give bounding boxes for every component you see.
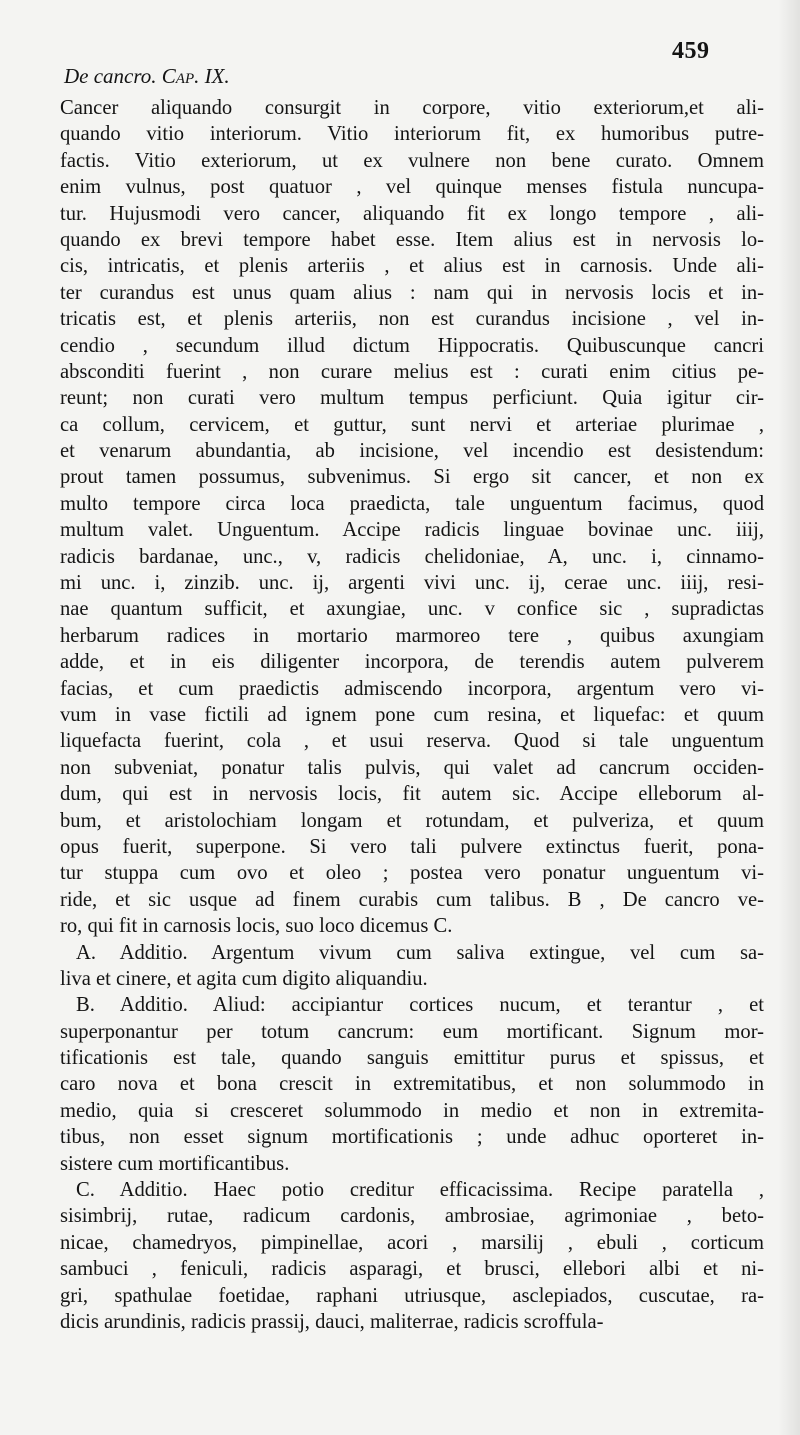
text-line: gri, spathulae foetidae, raphani utriusque, asclepiados, cuscutae, ra-: [60, 1284, 764, 1307]
paragraph: [60, 992, 764, 1177]
text-line: sambuci , feniculi, radicis asparagi, et brusci, ellebori albi et ni-: [60, 1258, 764, 1281]
text-line: bum, et aristolochiam longam et rotundam, et pulveriza, et quum: [60, 809, 764, 832]
text-line: non subveniat, ponatur talis pulvis, qui valet ad cancrum occiden-: [60, 756, 764, 779]
text-line: sistere cum mortificantibus.: [60, 1152, 290, 1175]
text-line: Cancer aliquando consurgit in corpore, vitio exteriorum,et ali-: [60, 97, 764, 119]
text-line: opus fuerit, superpone. Si vero tali pulvere extinctus fuerit, pona-: [60, 835, 764, 858]
text-line: prout tamen possumus, subvenimus. Si ergo sit cancer, et non ex: [60, 466, 764, 489]
text-line: cendio , secundum illud dictum Hippocratis. Quibuscunque cancri: [60, 334, 764, 357]
text-line: nicae, chamedryos, pimpinellae, acori , marsilij , ebuli , corticum: [60, 1231, 764, 1254]
page-number: 459: [672, 38, 710, 64]
paragraph: [60, 1177, 764, 1335]
text-line: superponantur per totum cancrum: eum mortificant. Signum mor-: [60, 1020, 764, 1043]
text-line: reunt; non curati vero multum tempus perficiunt. Quia igitur cir-: [60, 387, 764, 410]
text-line: liva et cinere, et agita cum digito aliquandiu.: [60, 967, 428, 990]
text-line: mi unc. i, zinzib. unc. ij, argenti vivi unc. ij, cerae unc. iiij, resi-: [60, 572, 764, 595]
text-line: A. Additio. Argentum vivum cum saliva extingue, vel cum sa-: [76, 941, 764, 964]
text-line: tricatis est, et plenis arteriis, non est curandus incisione , vel in-: [60, 308, 764, 331]
text-line: enim vulnus, post quatuor , vel quinque menses fistula nuncupa-: [60, 176, 764, 199]
text-line: liquefacta fuerint, cola , et usui reserva. Quod si tale unguentum: [60, 730, 764, 753]
page-edge-shadow: [778, 0, 800, 1435]
text-line: C. Additio. Haec potio creditur efficacissima. Recipe paratella ,: [76, 1179, 764, 1202]
text-line: medio, quia si cresceret solummodo in medio et non in extremita-: [60, 1099, 764, 1122]
paragraph: [60, 940, 764, 993]
text-line: dum, qui est in nervosis locis, fit autem sic. Accipe elleborum al-: [60, 783, 764, 806]
text-line: B. Additio. Aliud: accipiantur cortices nucum, et terantur , et: [76, 994, 764, 1017]
text-line: tibus, non esset signum mortificationis ; unde adhuc oporteret in-: [60, 1126, 764, 1149]
text-line: ter curandus est unus quam alius : nam qui in nervosis locis et in-: [60, 281, 764, 304]
body-text: [60, 95, 764, 1335]
text-line: caro nova et bona crescit in extremitatibus, et non solummodo in: [60, 1073, 764, 1096]
running-header: [64, 64, 230, 89]
text-line: facias, et cum praedictis admiscendo incorpora, argentum vero vi-: [60, 677, 764, 700]
text-line: quando vitio interiorum. Vitio interiorum fit, ex humoribus putre-: [60, 123, 764, 146]
text-line: ride, et sic usque ad finem curabis cum talibus. B , De cancro ve-: [60, 888, 764, 911]
text-line: ro, qui fit in carnosis locis, suo loco dicemus C.: [60, 915, 453, 938]
text-line: tur stuppa cum ovo et oleo ; postea vero ponatur unguentum vi-: [60, 862, 764, 885]
text-line: factis. Vitio exteriorum, ut ex vulnere non bene curato. Omnem: [60, 149, 764, 172]
text-line: quando ex brevi tempore habet esse. Item alius est in nervosis lo-: [60, 228, 764, 251]
text-line: tur. Hujusmodi vero cancer, aliquando fit ex longo tempore , ali-: [60, 202, 764, 225]
text-line: absconditi fuerint , non curare melius est : curati enim citius pe-: [60, 360, 764, 383]
text-line: dicis arundinis, radicis prassij, dauci, maliterrae, radicis scroffula-: [60, 1310, 604, 1333]
header-title: De cancro.: [64, 64, 157, 88]
text-line: nae quantum sufficit, et axungiae, unc. v confice sic , supradictas: [60, 598, 764, 621]
text-line: vum in vase fictili ad ignem pone cum resina, et liquefac: et quum: [60, 703, 764, 726]
paragraph: [60, 95, 764, 940]
text-line: sisimbrij, rutae, radicum cardonis, ambrosiae, agrimoniae , beto-: [60, 1205, 764, 1228]
text-line: multo tempore circa loca praedicta, tale unguentum facimus, quod: [60, 492, 764, 515]
text-line: cis, intricatis, et plenis arteriis , et alius est in carnosis. Unde ali-: [60, 255, 764, 278]
text-line: multum valet. Unguentum. Accipe radicis linguae bovinae unc. iiij,: [60, 519, 764, 542]
text-line: herbarum radices in mortario marmoreo tere , quibus axungiam: [60, 624, 764, 647]
text-line: radicis bardanae, unc., v, radicis chelidoniae, A, unc. i, cinnamo-: [60, 545, 764, 568]
text-line: ca collum, cervicem, et guttur, sunt nervi et arteriae plurimae ,: [60, 413, 764, 436]
text-line: et venarum abundantia, ab incisione, vel incendio est desistendum:: [60, 440, 764, 463]
text-line: adde, et in eis diligenter incorpora, de terendis autem pulverem: [60, 651, 764, 674]
text-line: tificationis est tale, quando sanguis emittitur purus et spissus, et: [60, 1047, 764, 1070]
header-chapter: Cap. IX.: [161, 64, 230, 88]
